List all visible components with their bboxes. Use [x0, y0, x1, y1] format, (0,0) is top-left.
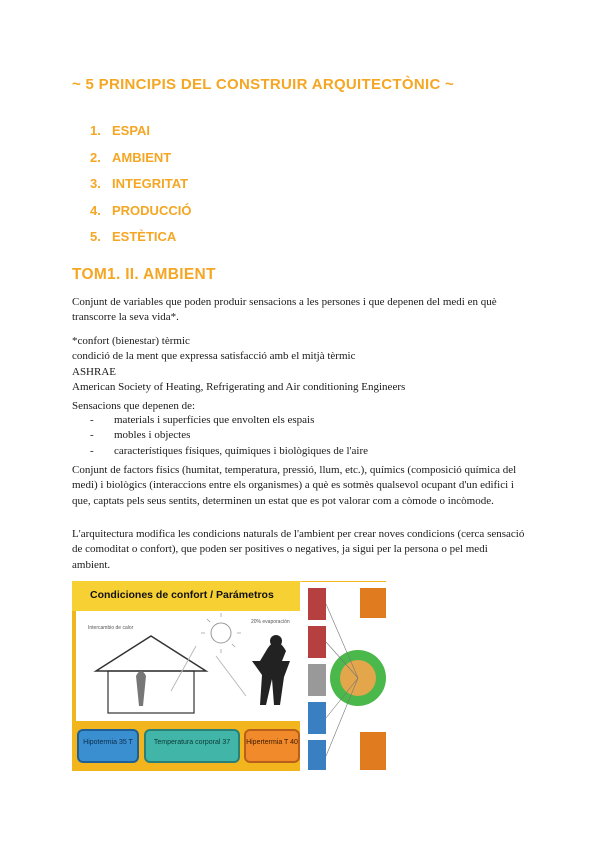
sensacions-list	[90, 413, 368, 459]
intro-paragraph: Conjunt de variables que poden produir sensacions a les persones i que depenen del medi en què transcorre la seva vida*.	[72, 296, 497, 324]
confort-line: American Society of Heating, Refrigerating and Air conditioning Engineers	[72, 380, 406, 393]
list-item: - característiques físiques, químiques i biològiques de l'aire	[90, 444, 368, 459]
comfort-scale-illustration	[300, 582, 392, 776]
list-item: 4. PRODUCCIÓ	[90, 202, 192, 218]
page-title: ~ 5 PRINCIPIS DEL CONSTRUIR ARQUITECTÒNIC ~	[72, 76, 455, 93]
comfort-conditions-graphic	[300, 582, 392, 776]
confort-line: condició de la ment que expressa satisfacció amb el mitjà tèrmic	[72, 350, 356, 363]
confort-definition	[72, 334, 528, 395]
list-item: 5. ESTÈTICA	[90, 229, 177, 244]
factors-paragraph: Conjunt de factors físics (humitat, temperatura, pressió, llum, etc.), químics (composició química del medi) i biològics (interaccions entre els organismes) a què es sotmès qualsevol ocupant d'un edifici i que, captats pels seus sentits, determinen un estat que es pot valorar com a còmode o incòmode.	[72, 464, 517, 507]
svg-text:20% evaporación: 20% evaporación	[251, 619, 290, 625]
list-item: - mobles i objectes	[90, 428, 368, 443]
list-item: - materials i superfícies que envolten els espais	[90, 413, 368, 428]
hyperthermia-badge: Hipertermia T 40	[244, 729, 300, 763]
section-title: TOM1. II. AMBIENT	[72, 266, 216, 283]
sensacions-heading: Sensacions que depenen de:	[72, 400, 196, 412]
svg-text:Intercambio de calor: Intercambio de calor	[88, 625, 134, 631]
confort-line: *confort (bienestar) tèrmic	[72, 335, 190, 347]
body-temperature-badge: Temperatura corporal 37	[144, 729, 240, 763]
list-item: 2. AMBIENT	[90, 149, 172, 165]
list-item: 3. INTEGRITAT	[90, 176, 189, 191]
list-item: 1. ESPAI	[90, 123, 151, 138]
figure-title: Condiciones de confort / Parámetros	[90, 589, 274, 601]
confort-line: ASHRAE	[72, 365, 117, 378]
figure-illustration	[76, 611, 302, 721]
house-sun-illustration	[76, 611, 302, 721]
hypothermia-badge: Hipotermia 35 T	[77, 729, 139, 763]
figure-header	[72, 581, 302, 611]
arquitectura-paragraph: L'arquitectura modifica les condicions naturals de l'ambient per crear noves condicions (cerca sensació de comoditat o confort), que poden ser positives o negatives, ja sigui per la persona o pel medi ambient.	[72, 528, 525, 571]
principles-list	[90, 118, 191, 251]
